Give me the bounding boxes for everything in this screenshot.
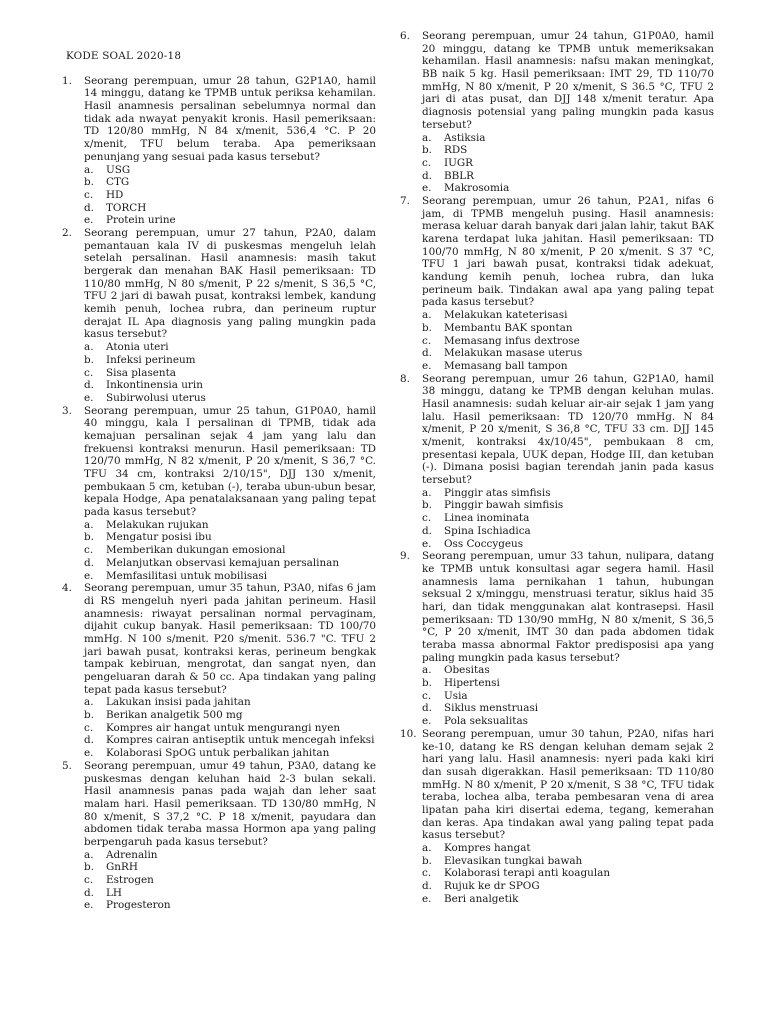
option-letter: e. [84, 214, 94, 227]
option-text: Memasang ball tampon [444, 359, 568, 372]
answer-option [422, 322, 714, 335]
answer-option [84, 570, 376, 583]
option-list [84, 341, 376, 404]
question-number: 5. [62, 759, 72, 772]
option-text: USG [106, 163, 131, 176]
option-letter: b. [422, 499, 432, 512]
option-letter: c. [84, 188, 94, 201]
question-body [84, 75, 376, 227]
option-text: Pinggir atas simfisis [444, 486, 551, 499]
option-text: Makrosomia [444, 182, 510, 195]
question-body [422, 550, 714, 728]
option-letter: a. [84, 848, 94, 861]
option-letter: c. [84, 544, 94, 557]
option-list [84, 519, 376, 582]
answer-option [422, 170, 714, 183]
answer-option [422, 690, 714, 703]
question-item [400, 373, 714, 551]
option-letter: b. [84, 531, 94, 544]
option-text: Kompres cairan antiseptik untuk mencegah infeksi [106, 734, 375, 747]
answer-option [422, 132, 714, 145]
answer-option [84, 899, 376, 912]
answer-option [422, 360, 714, 373]
answer-option [422, 512, 714, 525]
option-text: Pola seksualitas [444, 715, 528, 728]
left-column [62, 30, 376, 1024]
option-list [422, 842, 714, 905]
answer-option [84, 861, 376, 874]
answer-option [422, 182, 714, 195]
answer-option [422, 309, 714, 322]
answer-option [422, 347, 714, 360]
option-text: Usia [444, 689, 468, 702]
answer-option [422, 867, 714, 880]
answer-option [84, 531, 376, 544]
option-letter: d. [84, 734, 94, 747]
answer-option [84, 874, 376, 887]
option-letter: e. [422, 537, 432, 550]
option-text: Melanjutkan observasi kemajuan persalinan [106, 556, 340, 569]
answer-option [422, 702, 714, 715]
question-number: 8. [400, 372, 410, 385]
question-stem: Seorang perempuan, umur 27 tahun, P2A0, dalam pemantauan kala IV di puskesmas mengeluh lelah setelah persalinan. Hasil anamnesis: masih takut bergerak dan menahan BAK Hasil pemeriksaan: TD 110/80 mmHg, N 80 s/menit, P 22 s/menit, S 36,5 °C, TFU 2 jari di bawah pusat, kontraksi lembek, kandung kemih penuh, lochea rubra, dan perineum ruptur derajat IL Apa diagnosis yang paling mungkin pada kasus tersebut? [84, 226, 376, 341]
option-text: Melakukan kateterisasi [444, 309, 568, 322]
option-text: Oss Coccygeus [444, 537, 524, 550]
answer-option [84, 709, 376, 722]
question-stem: Seorang perempuan, umur 28 tahun, G2P1A0, hamil 14 minggu, datang ke TPMB untuk periksa kehamilan. Hasil anamnesis persalinan sebelumnya normal dan tidak ada nwayat penyakit kronis. Hasil pemeriksaan: TD 120/80 mmHg, N 84 x/menit, 536,4 °C. P 20 x/menit, TFU belum teraba. Apa pemeriksaan penunjang yang sesuai pada kasus tersebut? [84, 74, 376, 163]
answer-option [422, 715, 714, 728]
option-letter: a. [84, 518, 94, 531]
question-body [84, 405, 376, 583]
answer-option [422, 893, 714, 906]
option-letter: b. [84, 176, 94, 189]
option-text: Astiksia [444, 131, 486, 144]
answer-option [422, 855, 714, 868]
answer-option [422, 335, 714, 348]
answer-option [84, 189, 376, 202]
answer-option [84, 367, 376, 380]
option-letter: d. [422, 702, 432, 715]
answer-option [84, 214, 376, 227]
answer-option [422, 487, 714, 500]
option-letter: d. [84, 886, 94, 899]
option-text: TORCH [106, 201, 147, 214]
option-letter: a. [422, 664, 432, 677]
option-text: Hipertensi [444, 677, 500, 690]
option-text: Elevasikan tungkai bawah [444, 854, 583, 867]
option-list [84, 696, 376, 759]
option-letter: c. [84, 874, 94, 886]
question-list [62, 75, 376, 912]
option-text: Infeksi perineum [106, 353, 196, 366]
option-text: Kolaborasi terapi anti koagulan [444, 867, 611, 880]
option-list [84, 849, 376, 912]
answer-option [84, 379, 376, 392]
question-number: 3. [62, 404, 72, 417]
option-letter: a. [84, 341, 94, 354]
answer-option [84, 887, 376, 900]
answer-option [84, 202, 376, 215]
option-text: Memberikan dukungan emosional [106, 544, 286, 557]
option-letter: a. [84, 696, 94, 709]
answer-option [422, 525, 714, 538]
question-item [400, 195, 714, 373]
option-text: Beri analgetik [444, 892, 519, 905]
answer-option [422, 499, 714, 512]
option-text: Atonia uteri [106, 341, 169, 354]
option-letter: a. [422, 486, 432, 499]
option-letter: e. [422, 892, 432, 905]
option-letter: d. [422, 169, 432, 182]
option-letter: d. [84, 556, 94, 569]
option-letter: e. [84, 391, 94, 404]
option-letter: c. [422, 512, 432, 525]
question-stem: Seorang perempuan, umur 35 tahun, P3A0, nifas 6 jam di RS mengeluh nyeri pada jahitan perineum. Hasil anamnesis: riwayat persalinan normal pervaginam, dijahit cukup banyak. Hasil pemeriksaan: TD 100/70 mmHg. N 100 s/menit. P20 s/menit. 536.7 "C. TFU 2 jari bawah pusat, kontraksi keras, perineum bengkak tampak kebiruan, mengrotat, dan sangat nyen, dan pengeluaran darah & 50 cc. Apa tindakan yang paling tepat pada kasus tersebut? [84, 582, 376, 696]
option-text: Lakukan insisi pada jahitan [106, 696, 251, 709]
option-list [422, 309, 714, 372]
question-number: 2. [62, 226, 72, 239]
option-letter: b. [422, 321, 432, 334]
option-text: Kolaborasi SpOG untuk perbalikan jahitan [106, 747, 330, 760]
answer-option [84, 747, 376, 760]
option-list [422, 132, 714, 195]
question-stem: Seorang perempuan, umur 24 tahun, G1P0A0, hamil 20 minggu, datang ke TPMB untuk memeriksakan kehamilan. Hasil anamnesis: nafsu makan meningkat, BB naik 5 kg. Hasil pemeriksaan: IMT 29, TD 110/70 mmHg, N 80 x/menit, P 20 x/menit, S 36.5 °C, TFU 2 jari di atas pusat, dan DJJ 148 x/menit teratur. Apa diagnosis potensial yang paling mungkin pada kasus tersebut? [422, 30, 714, 131]
option-text: Protein urine [106, 214, 176, 227]
answer-option [84, 557, 376, 570]
option-letter: a. [422, 131, 432, 144]
option-letter: b. [84, 709, 94, 722]
option-letter: e. [422, 715, 432, 728]
option-letter: e. [422, 359, 432, 372]
option-letter: b. [84, 861, 94, 874]
option-text: Sisa plasenta [106, 366, 176, 379]
option-letter: a. [84, 163, 94, 176]
option-letter: d. [84, 379, 94, 392]
question-list [400, 30, 714, 905]
question-stem: Seorang perempuan, umur 25 tahun, G1P0A0, hamil 40 minggu, kala I persalinan di TPMB, tidak ada kemajuan persalinan sejak 4 jam yang lalu dan frekuensi kontraksi menurun. Hasil pemeriksaan: TD 120/70 mmHg, N 82 x/menit, P 20 x/menit, S 36,7 °C. TFU 34 cm, kontraksi 2/10/15", DJJ 130 x/menit, pembukaan 5 cm, ketuban (-), teraba ubun-ubun besar, kepala Hodge, Apa penatalaksanaan yang paling tepat pada kasus tersebut? [84, 404, 376, 519]
answer-option [422, 157, 714, 170]
option-letter: c. [422, 156, 432, 169]
question-number: 10. [400, 727, 417, 740]
option-letter: b. [422, 144, 432, 157]
question-item [400, 550, 714, 728]
question-number: 6. [400, 30, 410, 42]
option-text: Inkontinensia urin [106, 379, 203, 392]
answer-option [84, 696, 376, 709]
option-text: Estrogen [106, 874, 154, 886]
option-text: Siklus menstruasi [444, 702, 539, 715]
option-letter: c. [84, 366, 94, 379]
answer-option [84, 722, 376, 735]
option-letter: d. [422, 880, 432, 893]
option-text: IUGR [444, 156, 473, 169]
option-letter: c. [84, 721, 94, 734]
question-item [62, 405, 376, 583]
answer-option [422, 842, 714, 855]
option-text: Linea inominata [444, 512, 530, 525]
option-letter: e. [84, 899, 94, 912]
question-body [84, 227, 376, 405]
option-letter: d. [422, 347, 432, 360]
question-stem: Seorang perempuan, umur 33 tahun, nulipara, datang ke TPMB untuk konsultasi agar segera hamil. Hasil anamnesis lama pernikahan 1 tahun, hubungan seksual 2 x/minggu, menstruasi teratur, siklus haid 35 hari, dan tidak menggunakan alat kontrasepsi. Hasil pemeriksaan: TD 130/90 mmHg, N 80 x/menit, S 36,5 °C, P 20 x/menit, IMT 30 dan pada abdomen tidak teraba massa abnormal Faktor predisposisi apa yang paling mungkin pada kasus tersebut? [422, 550, 714, 664]
option-letter: a. [422, 309, 432, 322]
answer-option [422, 144, 714, 157]
option-text: Adrenalin [106, 848, 158, 861]
option-letter: c. [422, 689, 432, 702]
option-text: Melakukan rujukan [106, 518, 209, 531]
answer-option [422, 880, 714, 893]
option-list [422, 487, 714, 550]
option-text: Subirwolusi uterus [106, 391, 206, 404]
option-list [84, 164, 376, 227]
option-text: LH [106, 886, 122, 899]
question-stem: Seorang perempuan, umur 49 tahun, P3A0, datang ke puskesmas dengan keluhan haid 2-3 bulan sekali. Hasil anamnesis panas pada wajah dan leher saat malam hari. Hasil pemeriksaan. TD 130/80 mmHg, N 80 x/menit, S 37,2 °C. P 18 x/menit, payudara dan abdomen tidak teraba massa Hormon apa yang paling berpengaruh pada kasus tersebut? [84, 759, 376, 848]
option-letter: c. [422, 334, 432, 347]
answer-option [84, 341, 376, 354]
question-item [62, 75, 376, 227]
option-text: Rujuk ke dr SPOG [444, 880, 540, 893]
question-body [84, 760, 376, 912]
option-letter: b. [422, 677, 432, 690]
answer-option [84, 392, 376, 405]
option-text: Spina Ischiadica [444, 524, 531, 537]
answer-option [84, 164, 376, 177]
question-stem: Seorang perempuan, umur 26 tahun, G2P1A0, hamil 38 minggu, datang ke TPMB dengan keluhan mulas. Hasil anamnesis: sudah keluar air-air sejak 1 jam yang lalu. Hasil pemeriksaan: TD 120/70 mmHg. N 84 x/menit, P 20 x/menit, S 36,8 °C, TFU 33 cm. DJJ 145 x/menit, kontraksi 4x/10/45", pembukaan 8 cm, presentasi kepala, UUK depan, Hodge III, dan ketuban (-). Dimana posisi bagian terendah janin pada kasus tersebut? [422, 372, 714, 487]
question-item [62, 227, 376, 405]
question-body [84, 582, 376, 760]
answer-option [422, 677, 714, 690]
answer-option [84, 354, 376, 367]
question-item [62, 760, 376, 912]
option-list [422, 664, 714, 727]
option-letter: a. [422, 842, 432, 854]
option-letter: d. [422, 524, 432, 537]
question-number: 9. [400, 550, 410, 563]
option-text: Kompres hangat [444, 842, 531, 854]
answer-option [84, 519, 376, 532]
option-text: Melakukan masase uterus [444, 347, 583, 360]
question-number: 7. [400, 194, 410, 207]
question-number: 4. [62, 582, 72, 595]
answer-option [422, 664, 714, 677]
answer-option [84, 734, 376, 747]
question-item [400, 728, 714, 906]
answer-option [84, 176, 376, 189]
option-text: Memfasilitasi untuk mobilisasi [106, 569, 268, 582]
question-body [422, 195, 714, 373]
option-letter: e. [84, 747, 94, 760]
answer-option [84, 544, 376, 557]
option-letter: c. [422, 867, 432, 880]
exam-code: KODE SOAL 2020-18 [66, 50, 182, 62]
answer-option [84, 849, 376, 862]
option-letter: b. [84, 353, 94, 366]
option-text: Pinggir bawah simfisis [444, 499, 564, 512]
option-letter: b. [422, 854, 432, 867]
option-letter: e. [84, 569, 94, 582]
option-text: Membantu BAK spontan [444, 321, 573, 334]
option-text: Progesteron [106, 899, 171, 912]
question-stem: Seorang perempuan, umur 26 tahun, P2A1, nifas 6 jam, di TPMB mengeluh pusing. Hasil anamnesis: merasa keluar darah banyak dari jalan lahir, takut BAK karena terdapat luka jahitan. Hasil pemeriksaan: TD 100/70 mmHg, N 80 x/menit, P 20 x/menit. S 37 °C, TFU 1 jari bawah pusat, kontraksi tidak adekuat, kandung kemih penuh, lochea rubra, dan luka perineum baik. Tindakan awal apa yang paling tepat pada kasus tersebut? [422, 194, 714, 309]
option-letter: e. [422, 182, 432, 195]
right-column [400, 30, 714, 1024]
option-text: Mengatur posisi ibu [106, 531, 212, 544]
question-body [422, 373, 714, 551]
option-text: Memasang infus dextrose [444, 334, 580, 347]
option-text: Berikan analgetik 500 mg [106, 709, 243, 722]
question-number: 1. [62, 74, 72, 87]
option-letter: d. [84, 201, 94, 214]
option-text: GnRH [106, 861, 138, 874]
option-text: CTG [106, 176, 130, 189]
question-body [422, 30, 714, 195]
question-item [400, 30, 714, 195]
question-body [422, 728, 714, 906]
option-text: Kompres air hangat untuk mengurangi nyen [106, 721, 341, 734]
question-stem: Seorang perempuan, umur 30 tahun, P2A0, nifas hari ke-10, datang ke RS dengan keluhan demam sejak 2 hari yang lalu. Hasil anamnesis: nyeri pada kaki kiri dan susah digerakkan. Hasil pemeriksaan: TD 110/80 mmHg. N 80 x/menit, P 20 x/menit, S 38 °C, TFU tidak teraba, lochea alba, teraba pembesaran vena di area lipatan paha kiri disertai edema, tegang, kemerahan dan keras. Apa tindakan awal yang paling tepat pada kasus tersebut? [422, 727, 714, 842]
question-item [62, 582, 376, 760]
option-text: BBLR [444, 169, 474, 182]
option-text: RDS [444, 144, 468, 157]
option-text: Obesitas [444, 664, 490, 677]
answer-option [422, 538, 714, 551]
option-text: HD [106, 188, 124, 201]
